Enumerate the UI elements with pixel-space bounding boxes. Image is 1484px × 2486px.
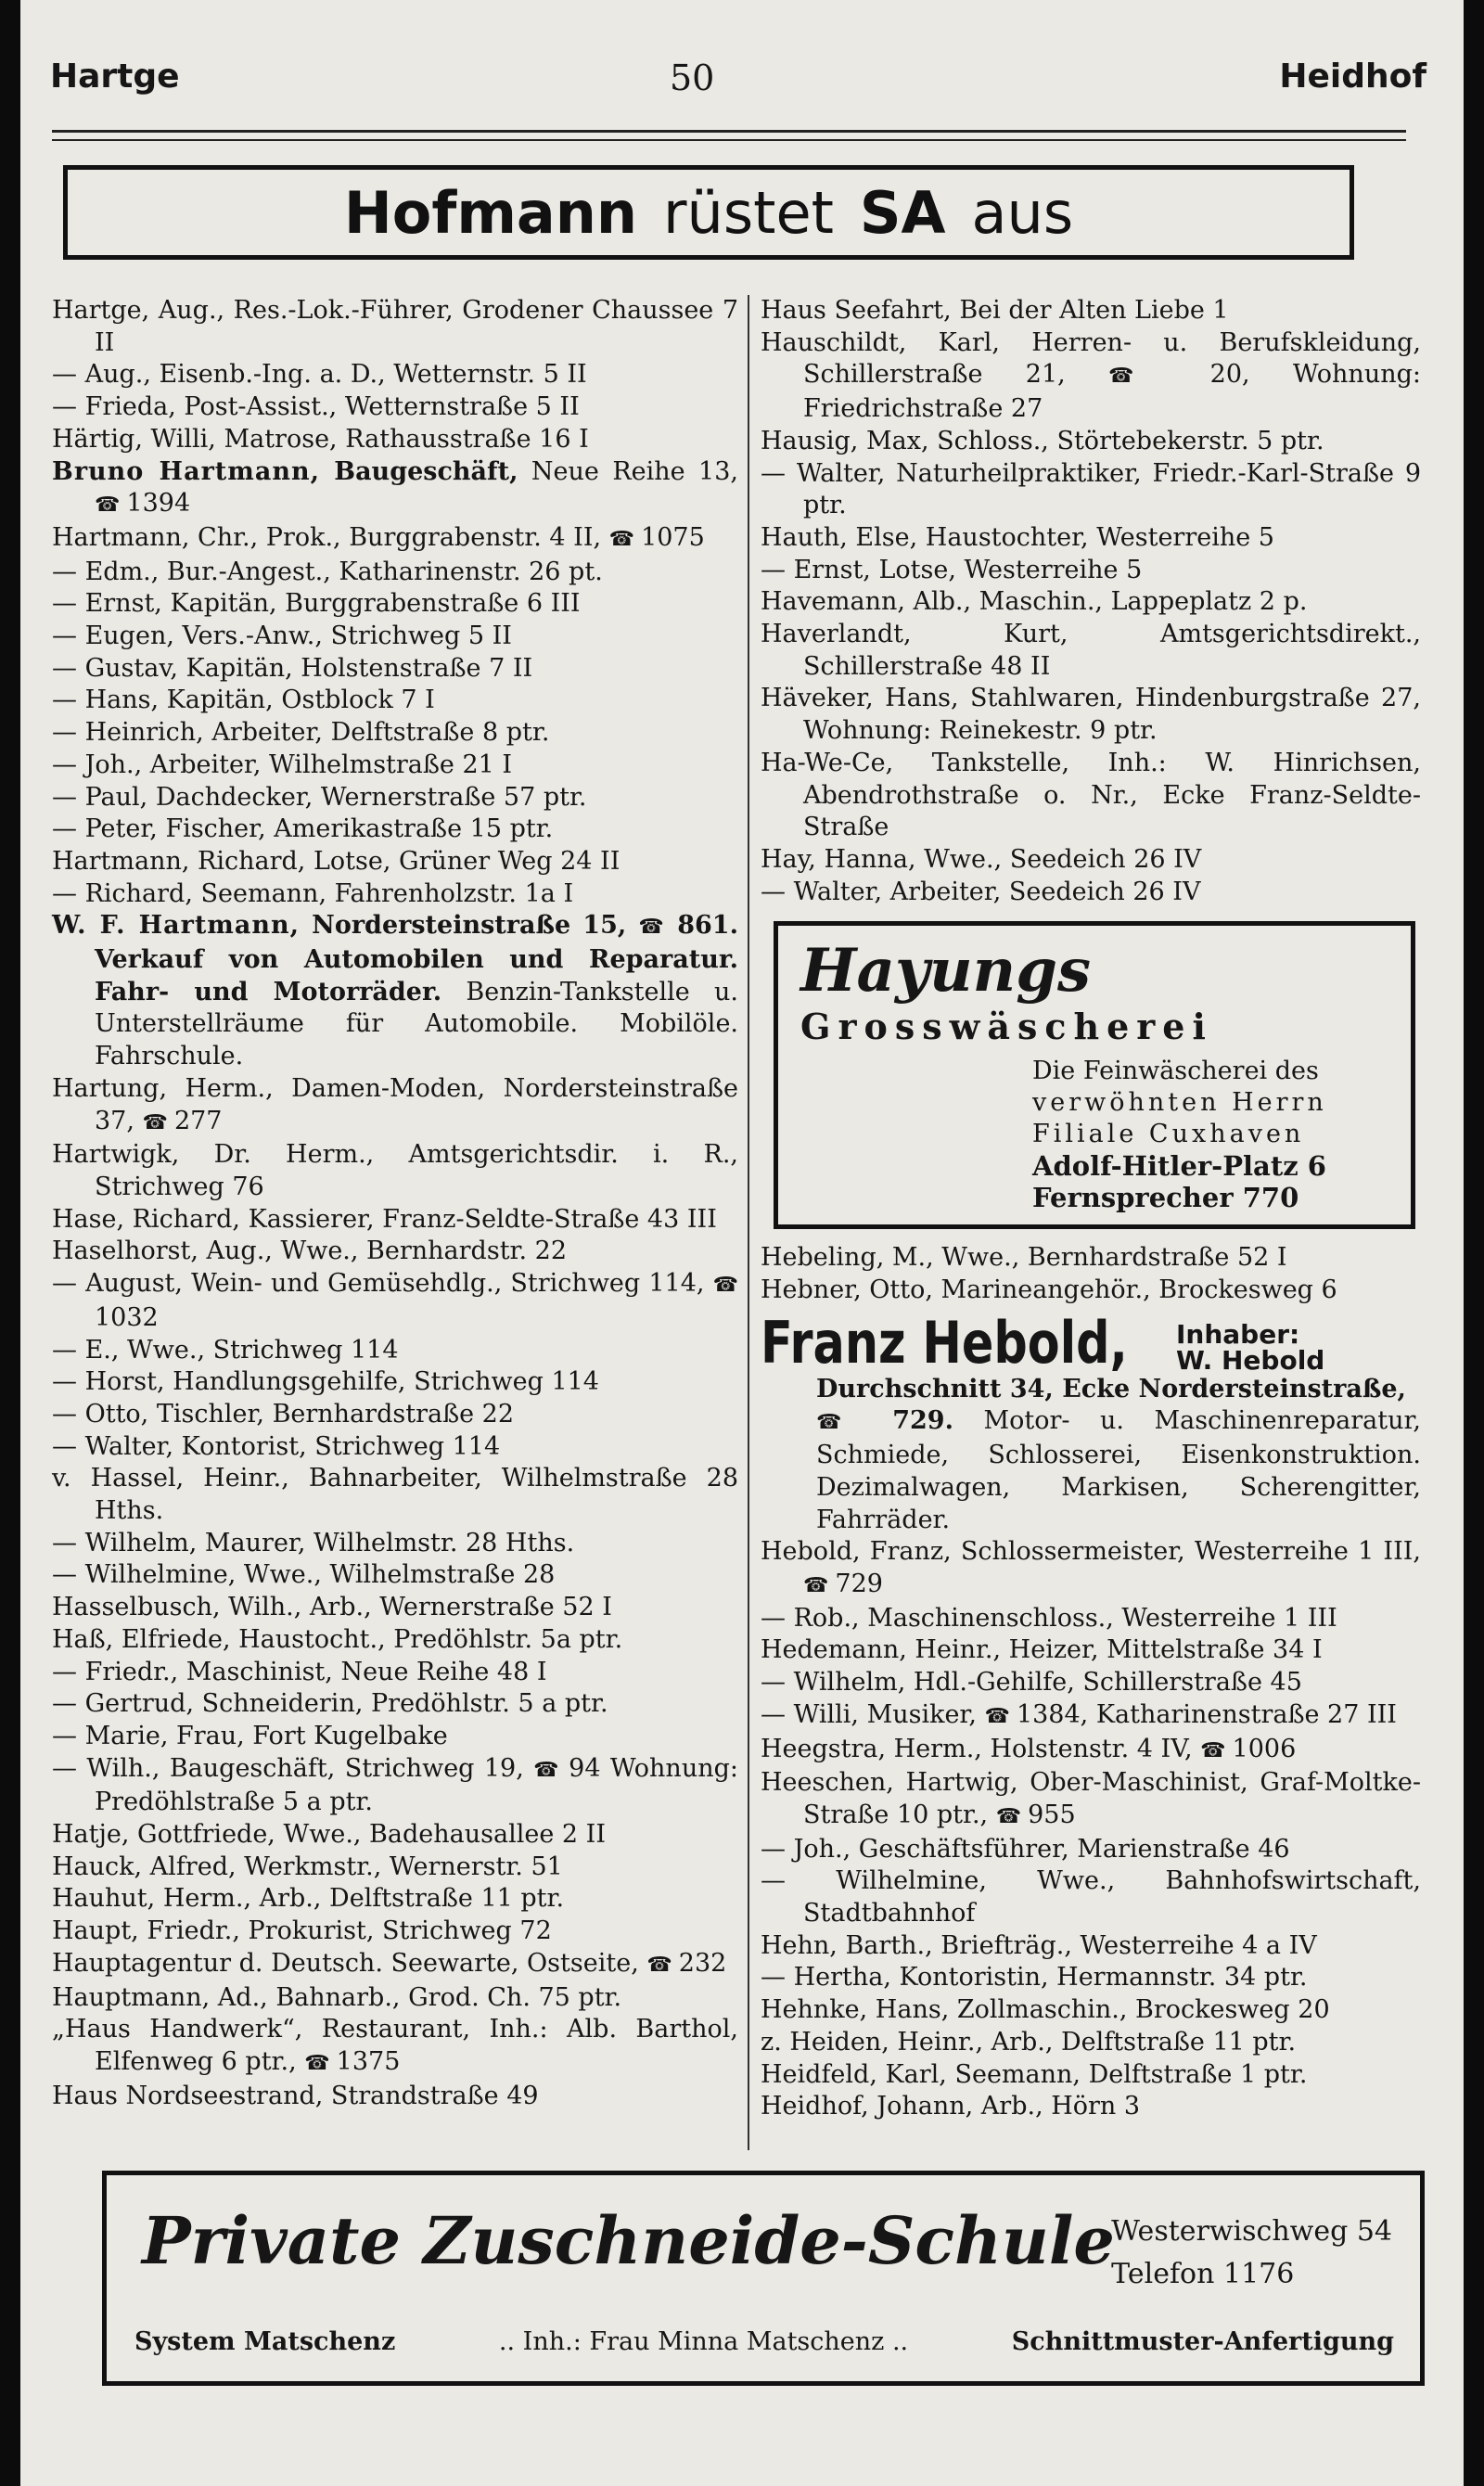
directory-entry: Hasselbusch, Wilh., Arb., Wernerstraße 52 I <box>52 1593 612 1622</box>
directory-entry: — Gustav, Kapitän, Holstenstraße 7 II <box>52 653 533 683</box>
directory-entry: Hausig, Max, Schloss., Störtebekerstr. 5 ptr. <box>761 426 1324 455</box>
directory-entry <box>52 1948 738 1982</box>
ad-line: verwöhnten Herrn <box>1032 1088 1327 1118</box>
directory-entry: Hay, Hanna, Wwe., Seedeich 26 IV <box>761 844 1202 874</box>
ad-service: Schnittmuster-Anfertigung <box>1011 2327 1394 2356</box>
phone-number: 277 <box>173 1106 223 1135</box>
directory-entry: — Rob., Maschinenschloss., Westerreihe 1 III <box>761 1603 1337 1633</box>
telephone-icon: ☎ <box>803 1573 836 1597</box>
directory-entry: — Ernst, Lotse, Westerreihe 5 <box>761 555 1143 584</box>
directory-entry: — Hertha, Kontoristin, Hermannstr. 34 ptr. <box>761 1963 1308 1993</box>
directory-entry: Hartwigk, Dr. Herm., Amtsgerichtsdir. i. R., Strichweg 76 <box>52 1140 738 1201</box>
directory-entry <box>761 1536 1421 1602</box>
directory-entry: — Frieda, Post-Assist., Wetternstraße 5 II <box>52 392 580 422</box>
directory-entry: — Heinrich, Arbeiter, Delftstraße 8 ptr. <box>52 718 550 748</box>
directory-entry <box>52 456 738 522</box>
directory-entry <box>52 1073 738 1139</box>
directory-entry: — Horst, Handlungsgehilfe, Strichweg 114 <box>52 1367 599 1397</box>
directory-entry: — Peter, Fischer, Amerikastraße 15 ptr. <box>52 814 554 844</box>
phone-number: 955 <box>1028 1800 1076 1829</box>
telephone-icon: ☎ <box>304 2051 337 2075</box>
owner-name: W. Hebold <box>1176 1344 1325 1376</box>
telephone-icon: ☎ <box>712 1274 738 1298</box>
banner-word: rüstet <box>663 178 834 247</box>
banner-word: Hofmann <box>343 178 638 247</box>
banner-word: SA <box>859 178 946 247</box>
telephone-icon: ☎ <box>638 916 678 940</box>
directory-entry: Haus Nordseestrand, Strandstraße 49 <box>52 2081 539 2110</box>
zuschneide-schule-advertisement <box>102 2171 1425 2386</box>
telephone-icon: ☎ <box>95 493 127 518</box>
advertiser-contact <box>1111 2210 1392 2296</box>
directory-entry: — Aug., Eisenb.-Ing. a. D., Wetternstr. 5 II <box>52 360 587 390</box>
hebold-advertisement <box>761 1308 1421 1537</box>
entry-address: Neue Reihe 13, <box>518 456 738 486</box>
directory-entry <box>761 1767 1421 1833</box>
firm-address: Nordersteinstraße 15, <box>300 911 639 941</box>
directory-entry: — Joh., Geschäftsführer, Marienstraße 46 <box>761 1834 1290 1864</box>
directory-entry <box>52 2014 738 2080</box>
phone-number: 94 <box>569 1753 601 1783</box>
phone-number: 232 <box>678 1948 727 1978</box>
entry-text: — Willi, Musiker, <box>761 1699 985 1729</box>
phone-number: 861. <box>677 911 738 941</box>
directory-entry: Hartge, Aug., Res.-Lok.-Führer, Grodener Chaussee 7 II <box>52 296 738 357</box>
entry-text: Hebold, Franz, Schlossermeister, Westerreihe 1 III, <box>761 1537 1421 1567</box>
directory-entry <box>761 1734 1421 1768</box>
directory-entry: Hauptmann, Ad., Bahnarb., Grod. Ch. 75 ptr. <box>52 1982 622 2012</box>
telephone-icon: ☎ <box>142 1110 174 1134</box>
banner-word: aus <box>971 178 1074 247</box>
telephone-icon: ☎ <box>995 1804 1029 1828</box>
advertiser-name: Franz Hebold, <box>761 1308 1128 1377</box>
directory-entry: — E., Wwe., Strichweg 114 <box>52 1335 399 1365</box>
firm-services-more: Benzin-Tankstelle u. Unterstellräume für Automobile. Mobilöle. Fahrschule. <box>95 977 739 1071</box>
directory-entry <box>52 1753 738 1819</box>
left-column <box>52 295 738 2112</box>
advertiser-name: Hayungs <box>800 936 1091 1006</box>
phone-number: 1375 <box>336 2046 401 2076</box>
advertiser-name: Private Zuschneide-Schule <box>142 2202 1115 2279</box>
telephone-icon: ☎ <box>984 1704 1017 1728</box>
directory-entry: Hauck, Alfred, Werkmstr., Wernerstr. 51 <box>52 1852 563 1881</box>
directory-entry: — Wilhelmine, Wwe., Wilhelmstraße 28 <box>52 1560 556 1590</box>
directory-entry: — Wilhelmine, Wwe., Bahnhofswirtschaft, Stadtbahnhof <box>761 1866 1421 1929</box>
directory-entry: Häveker, Hans, Stahlwaren, Hindenburgstraße 27, Wohnung: Reinekestr. 9 ptr. <box>761 684 1421 746</box>
directory-entry <box>761 1699 1421 1734</box>
directory-entry: z. Heiden, Heinr., Arb., Delftstraße 11 ptr. <box>761 2027 1297 2057</box>
entry-text-more: Wohnung: Friedrichstraße 27 <box>803 360 1421 424</box>
running-head-left: Hartge <box>50 58 180 96</box>
ad-phone: Telefon 1176 <box>1111 2258 1295 2290</box>
directory-entry: Hebner, Otto, Marineangehör., Brockesweg 6 <box>761 1275 1337 1305</box>
directory-entry: — Ernst, Kapitän, Burggrabenstraße 6 III <box>52 589 581 619</box>
entry-text-more: Wohnung: Predöhlstraße 5 a ptr. <box>95 1753 738 1817</box>
entry-text: Hauschildt, Karl, Herren- u. Berufskleidung, Schillerstraße 21, <box>761 327 1421 390</box>
directory-entry: Hauth, Else, Haustochter, Westerreihe 5 <box>761 522 1274 552</box>
directory-page <box>20 0 1464 2486</box>
phone-number: 1384, <box>1016 1699 1089 1729</box>
directory-entry: Haus Seefahrt, Bei der Alten Liebe 1 <box>761 296 1229 325</box>
ad-address: Adolf-Hitler-Platz 6 <box>1032 1150 1326 1183</box>
advertisement-text <box>761 1374 1421 1537</box>
phone-number: 1006 <box>1232 1734 1297 1763</box>
directory-entry: Härtig, Willi, Matrose, Rathausstraße 16 I <box>52 424 589 454</box>
ad-system: System Matschenz <box>134 2327 396 2356</box>
directory-entry: — Walter, Arbeiter, Seedeich 26 IV <box>761 877 1201 906</box>
telephone-icon: ☎ <box>646 1953 679 1977</box>
advertiser-owner <box>1176 1318 1325 1376</box>
directory-entry <box>52 910 738 1073</box>
entry-text: Hauptagentur d. Deutsch. Seewarte, Ostseite, <box>52 1948 647 1978</box>
telephone-icon: ☎ <box>608 527 642 551</box>
directory-entry: Hehn, Barth., Briefträg., Westerreihe 4 a IV <box>761 1930 1317 1960</box>
firm-services: Verkauf von Automobilen und Reparatur. Fahr- und Motorräder. <box>95 945 738 1006</box>
directory-entry: — Edm., Bur.-Angest., Katharinenstr. 26 pt. <box>52 557 603 586</box>
entry-text: Hartung, Herm., Damen-Moden, Nordersteinstraße 37, <box>52 1073 738 1135</box>
ad-line: Filiale Cuxhaven <box>1032 1120 1305 1149</box>
directory-entry: — Walter, Naturheilpraktiker, Friedr.-Karl-Straße 9 ptr. <box>761 458 1421 520</box>
entry-text: „Haus Handwerk“, Restaurant, Inh.: Alb. Barthol, Elfenweg 6 ptr., <box>52 2015 738 2076</box>
phone-number: 1032 <box>95 1302 159 1332</box>
directory-entry: — Otto, Tischler, Bernhardstraße 22 <box>52 1399 515 1429</box>
directory-entry: — Walter, Kontorist, Strichweg 114 <box>52 1431 501 1461</box>
firm-type: Baugeschäft, <box>320 456 518 486</box>
directory-entry: Hartmann, Richard, Lotse, Grüner Weg 24 II <box>52 846 620 876</box>
phone-number: 1394 <box>126 489 191 519</box>
entry-text: — August, Wein- und Gemüsehdlg., Strichweg 114, <box>52 1269 713 1299</box>
directory-entry: Haselhorst, Aug., Wwe., Bernhardstr. 22 <box>52 1237 568 1266</box>
header-rule-thin <box>52 139 1406 141</box>
directory-entry <box>761 327 1421 426</box>
directory-entry: — Gertrud, Schneiderin, Predöhlstr. 5 a ptr. <box>52 1689 608 1719</box>
directory-entry: Hehnke, Hans, Zollmaschin., Brockesweg 20 <box>761 1995 1330 2025</box>
ad-owner: .. Inh.: Frau Minna Matschenz .. <box>498 2327 909 2356</box>
column-divider <box>748 295 749 2150</box>
phone-number: 729 <box>835 1569 883 1598</box>
telephone-icon: ☎ <box>1107 365 1210 389</box>
phone-number: 20, <box>1209 360 1250 390</box>
page-number: 50 <box>670 58 715 98</box>
running-head-right: Heidhof <box>1279 58 1426 96</box>
directory-entry: Heidhof, Johann, Arb., Hörn 3 <box>761 2092 1141 2121</box>
directory-entry: — Wilhelm, Maurer, Wilhelmstr. 28 Hths. <box>52 1528 575 1557</box>
firm-name: W. F. Hartmann, <box>52 911 301 941</box>
directory-entry: v. Hassel, Heinr., Bahnarbeiter, Wilhelmstraße 28 Hths. <box>52 1464 738 1526</box>
advertiser-title <box>761 1308 1421 1377</box>
right-column <box>761 295 1421 2123</box>
directory-entry: Heidfeld, Karl, Seemann, Delftstraße 1 ptr. <box>761 2059 1308 2089</box>
directory-entry: — Paul, Dachdecker, Wernerstraße 57 ptr. <box>52 782 587 812</box>
ad-address: Westerwischweg 54 <box>1111 2215 1392 2248</box>
directory-entry: — Joh., Arbeiter, Wilhelmstraße 21 I <box>52 750 513 779</box>
directory-entry: — Marie, Frau, Fort Kugelbake <box>52 1721 448 1750</box>
directory-entry: Haß, Elfriede, Haustocht., Predöhlstr. 5a ptr. <box>52 1624 623 1654</box>
firm-name: Bruno Hartmann, <box>52 456 320 486</box>
directory-entry: Haupt, Friedr., Prokurist, Strichweg 72 <box>52 1916 552 1946</box>
entry-text: — Wilh., Baugeschäft, Strichweg 19, <box>52 1753 534 1783</box>
directory-entry: — Eugen, Vers.-Anw., Strichweg 5 II <box>52 622 512 651</box>
telephone-icon: ☎ <box>533 1758 569 1782</box>
owner-label: Inhaber: <box>1176 1318 1300 1350</box>
directory-entry: — Wilhelm, Hdl.-Gehilfe, Schillerstraße 45 <box>761 1668 1302 1698</box>
directory-entry: — Friedr., Maschinist, Neue Reihe 48 I <box>52 1657 547 1686</box>
advertisement-footer <box>134 2327 1394 2356</box>
entry-text: Heegstra, Herm., Holstenstr. 4 IV, <box>761 1734 1201 1763</box>
directory-entry: Hase, Richard, Kassierer, Franz-Seldte-Straße 43 III <box>52 1204 717 1234</box>
ad-services: Motor- u. Maschinenreparatur, Schmiede, Schlosserei, Eisenkonstruktion. Dezimalwagen, Markisen, Scherengitter, Fahrräder. <box>816 1406 1421 1534</box>
directory-entry: Ha-We-Ce, Tankstelle, Inh.: W. Hinrichsen, Abendrothstraße o. Nr., Ecke Franz-Seldte-Straße <box>761 748 1421 842</box>
directory-entry <box>52 1268 738 1334</box>
ad-address: Durchschnitt 34, Ecke Nordersteinstraße, <box>816 1374 1406 1403</box>
ad-line: Die Feinwäscherei des <box>1032 1057 1319 1086</box>
directory-entry: Hedemann, Heinr., Heizer, Mittelstraße 34 I <box>761 1635 1323 1665</box>
directory-entry: Hatje, Gottfriede, Wwe., Badehausallee 2 II <box>52 1820 606 1850</box>
entry-text: Heeschen, Hartwig, Ober-Maschinist, Graf-Moltke-Straße 10 ptr., <box>761 1768 1421 1829</box>
phone-number: 1075 <box>641 522 705 552</box>
telephone-icon: ☎ <box>1200 1738 1233 1762</box>
telephone-icon: ☎ <box>816 1411 893 1435</box>
directory-entry: Havemann, Alb., Maschin., Lappeplatz 2 p. <box>761 587 1308 617</box>
directory-entry: — Richard, Seemann, Fahrenholzstr. 1a I <box>52 878 574 908</box>
directory-entry: — Hans, Kapitän, Ostblock 7 I <box>52 686 435 715</box>
directory-entry <box>52 522 738 557</box>
directory-entry: Hebeling, M., Wwe., Bernhardstraße 52 I <box>761 1243 1287 1273</box>
hayungs-advertisement <box>774 921 1415 1229</box>
header-rule <box>52 130 1406 133</box>
entry-text: Hartmann, Chr., Prok., Burggrabenstr. 4 II, <box>52 522 609 552</box>
advertisement-text <box>1032 1056 1388 1213</box>
ad-phone: Fernsprecher 770 <box>1032 1182 1299 1214</box>
directory-entry: Haverlandt, Kurt, Amtsgerichtsdirekt., Schillerstraße 48 II <box>761 620 1421 681</box>
directory-entry: Hauhut, Herm., Arb., Delftstraße 11 ptr. <box>52 1884 565 1914</box>
entry-text-more: Katharinenstraße 27 III <box>1088 1699 1397 1729</box>
phone-number: 729. <box>892 1406 953 1436</box>
advertiser-subtitle: Grosswäscherei <box>800 1006 1213 1048</box>
banner-ad <box>63 165 1354 260</box>
